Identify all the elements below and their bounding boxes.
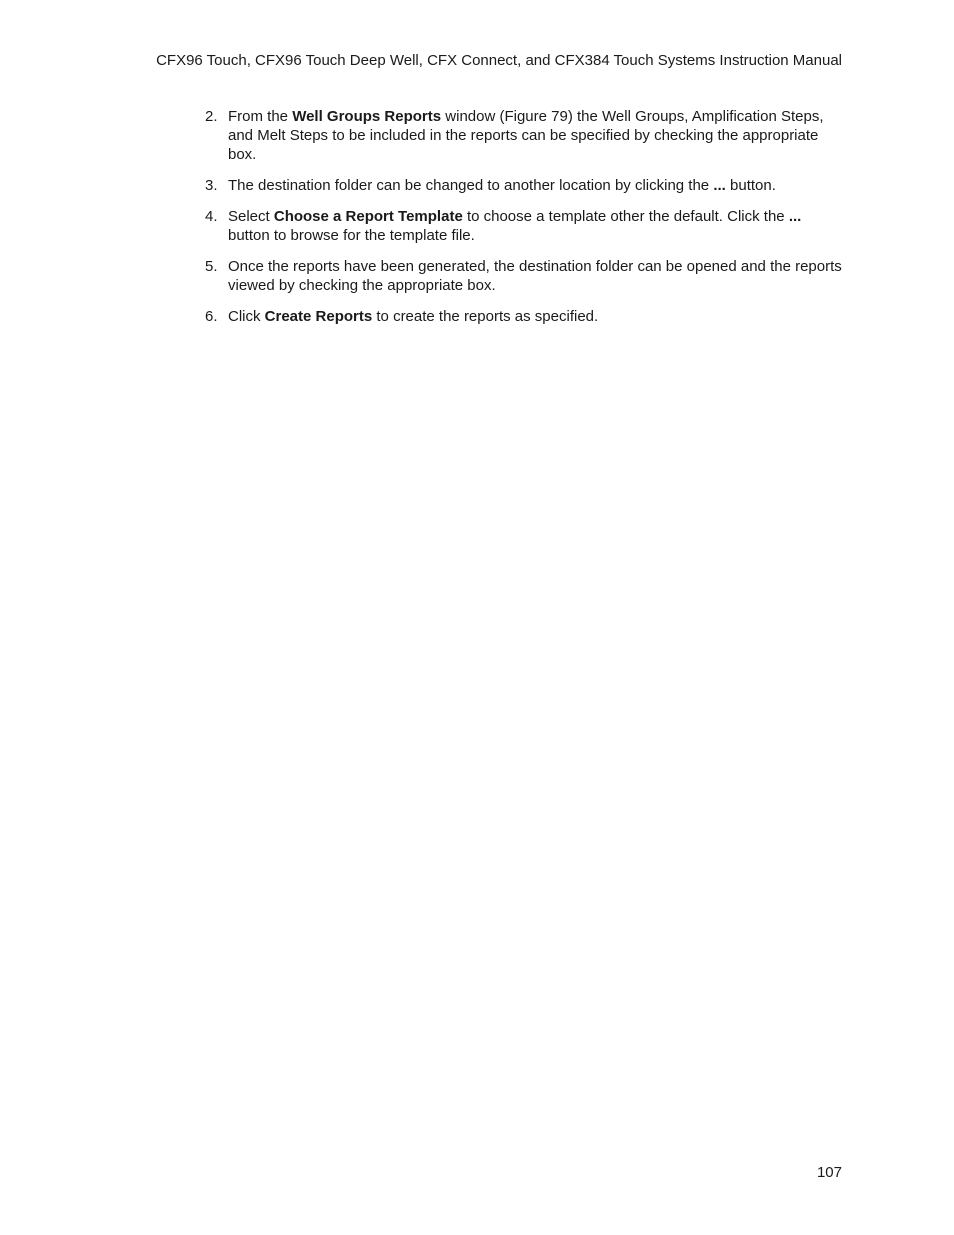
step-6 — [205, 307, 845, 326]
step-text — [228, 177, 776, 194]
step-text — [228, 258, 842, 294]
step-2 — [205, 107, 845, 164]
step-text-part: Select — [228, 208, 274, 225]
step-5 — [205, 257, 845, 295]
step-text — [228, 208, 801, 244]
ui-term-choose-report-template: Choose a Report Template — [273, 208, 463, 225]
step-number: 5. — [205, 258, 218, 275]
ui-term-browse-ellipsis: ... — [788, 208, 802, 225]
step-4 — [205, 207, 845, 245]
step-number: 2. — [205, 108, 218, 125]
instruction-steps-list — [205, 107, 845, 338]
ui-term-well-groups-reports: Well Groups Reports — [292, 108, 442, 125]
step-number: 3. — [205, 177, 218, 194]
page-number: 107 — [816, 1164, 842, 1181]
step-text-part: to create the reports as specified. — [372, 308, 599, 325]
step-text — [228, 108, 824, 163]
step-number: 4. — [205, 208, 218, 225]
running-header: CFX96 Touch, CFX96 Touch Deep Well, CFX Connect, and CFX384 Touch Systems Instruction Manual — [156, 52, 842, 69]
step-text-part: The destination folder can be changed to another location by clicking the — [228, 177, 714, 194]
ui-term-browse-ellipsis: ... — [713, 177, 726, 194]
step-text-part: From the — [228, 108, 293, 125]
step-number: 6. — [205, 308, 218, 325]
step-text-part: to choose a template other the default. Click the — [462, 208, 789, 225]
step-text-part: button. — [725, 177, 776, 194]
ui-term-create-reports: Create Reports — [264, 308, 373, 325]
step-text-part: Click — [228, 308, 265, 325]
step-text — [228, 308, 598, 325]
step-text-part: button to browse for the template file. — [228, 227, 475, 244]
step-3 — [205, 176, 845, 195]
step-text-part: Once the reports have been generated, the destination folder can be opened and the reports viewed by checking the appropriate box. — [228, 258, 842, 294]
step-text-part: window (Figure 79) the Well Groups, Amplification Steps, and Melt Steps to be included in the reports can be specified by checking the appropriate box. — [228, 108, 824, 163]
